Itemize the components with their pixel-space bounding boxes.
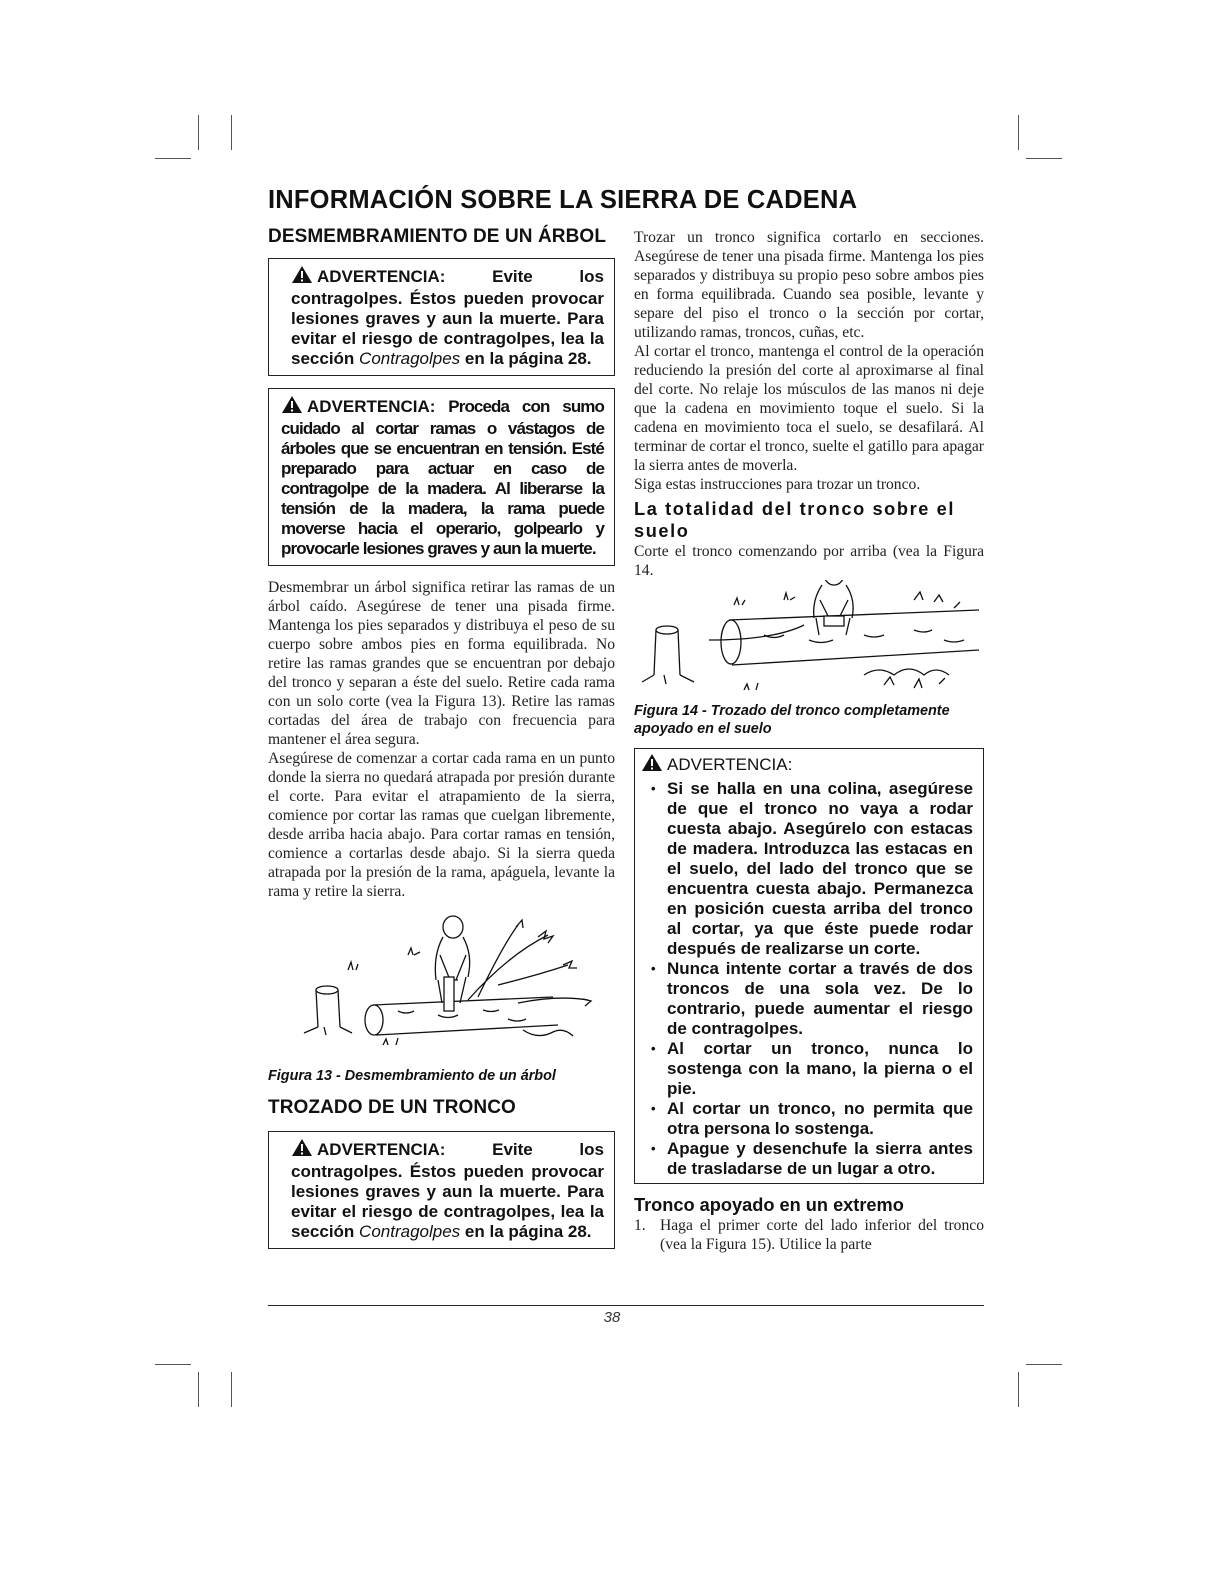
section-heading-trozado: TROZADO DE UN TRONCO <box>268 1097 516 1118</box>
subheading-totalidad: La totalidad del tronco sobre el suelo <box>634 499 956 541</box>
right-column <box>634 226 984 1254</box>
crop-mark <box>1018 1372 1019 1407</box>
crop-mark <box>155 158 191 159</box>
warning-link-contragolpes[interactable]: Contragolpes <box>359 1222 461 1241</box>
figure-14-illustration <box>634 580 984 700</box>
warning-link-contragolpes[interactable]: Contragolpes <box>359 349 461 368</box>
crop-mark <box>1026 1364 1062 1365</box>
warning-tail: en la página 28. <box>464 1222 592 1241</box>
paragraph-trozar: Trozar un tronco significa cortarlo en secciones. Asegúrese de tener una pisada firme. Mantenga los pies separados y distribuya su propio peso sobre ambos pies en forma equilibrada. Cuando sea posible, levante y separe del piso el tronco o la sección por cortar, utilizando ramas, troncos, cuñas, etc. <box>634 229 984 341</box>
paragraph-asegurese: Asegúrese de comenzar a cortar cada rama en un punto donde la sierra no quedará atrapada por presión durante el corte. Para evitar el atrapamiento de la sierra, comience por cortar las ramas que cuelgan libremente, desde arriba hacia abajo. Para cortar ramas en tensión, comience a cortarlas desde abajo. Si la sierra queda atrapada por la presión de la rama, apáguela, levante la rama y retire la sierra. <box>268 750 615 900</box>
crop-mark <box>1018 115 1019 150</box>
warning-list-item: • Apague y desenchufe la sierra antes de trasladarse de un lugar a otro. <box>641 1139 973 1179</box>
steps-list <box>634 1216 984 1254</box>
crop-mark <box>198 1372 199 1407</box>
crop-mark <box>155 1364 191 1365</box>
warning-list-item: • Al cortar un tronco, no permita que otra persona lo sostenga. <box>641 1099 973 1139</box>
warning-label: ADVERTENCIA: <box>307 397 436 416</box>
paragraph-al-cortar: Al cortar el tronco, mantenga el control de la operación reduciendo la presión del corte al aproximarse al final del corte. No relaje los músculos de las manos ni deje que la cadena en movimiento toque el suelo. Si la cadena en movimiento toca el suelo, se desafilará. Al terminar de cortar el tronco, suelte el gatillo para apagar la sierra antes de moverla. <box>634 343 984 474</box>
left-column <box>268 226 615 1249</box>
warning-triangle-icon <box>291 1138 313 1162</box>
figure-13-caption: Figura 13 - Desmembramiento de un árbol <box>268 1068 556 1084</box>
warning-label: ADVERTENCIA: <box>317 267 446 286</box>
step-text: Haga el primer corte del lado inferior del tronco (vea la Figura 15). Utilice la parte <box>660 1217 984 1253</box>
warning-label: ADVERTENCIA: <box>667 755 793 774</box>
warning-triangle-icon <box>641 753 663 777</box>
warning-triangle-icon <box>291 265 313 289</box>
warning-text: Evite los contragolpes. Éstos pueden provocar lesiones graves y aun la muerte. Para evitar el riesgo de contragolpes, lea la sección <box>291 1140 604 1241</box>
warning-list-item: • Si se halla en una colina, asegúrese de que el tronco no vaya a rodar cuesta abajo. Asegúrelo con estacas de madera. Introduzca las estacas en el suelo, del lado del tronco que se encuentra cuesta abajo. Permanezca en posición cuesta arriba del tronco al cortar, ya que éste puede rodar después de realizarse un corte. <box>641 779 973 959</box>
figure-13-illustration <box>268 915 615 1065</box>
crop-mark <box>231 115 232 150</box>
paragraph-siga: Siga estas instrucciones para trozar un tronco. <box>634 476 921 493</box>
page-number: 38 <box>603 1309 621 1326</box>
step-number: 1. <box>634 1217 646 1234</box>
warning-list-item: • Nunca intente cortar a través de dos troncos de una sola vez. De lo contrario, puede aumentar el riesgo de contragolpes. <box>641 959 973 1039</box>
step-item <box>634 1216 984 1254</box>
warning-text: Evite los contragolpes. Éstos pueden provocar lesiones graves y aun la muerte. Para evitar el riesgo de contragolpes, lea la sección <box>291 267 604 368</box>
crop-mark <box>1026 158 1062 159</box>
warning-label: ADVERTENCIA: <box>317 1140 446 1159</box>
warning-box-tension <box>268 388 615 566</box>
subheading-tronco-apoyado: Tronco apoyado en un extremo <box>634 1195 904 1215</box>
warning-triangle-icon <box>281 395 303 419</box>
figure-14-caption: Figura 14 - Trozado del tronco completamente apoyado en el suelo <box>634 703 950 737</box>
warning-tail: en la página 28. <box>464 349 592 368</box>
warning-list-item: • Al cortar un tronco, nunca lo sostenga con la mano, la pierna o el pie. <box>641 1039 973 1099</box>
crop-mark <box>198 115 199 150</box>
footer-rule <box>268 1305 984 1306</box>
warning-box-kickback <box>268 258 615 376</box>
paragraph-desmembrar: Desmembrar un árbol significa retirar las ramas de un árbol caído. Asegúrese de tener una pisada firme. Mantenga los pies separados y distribuya el peso de su cuerpo sobre ambos pies en forma equilibrada. No retire las ramas grandes que se encuentran por debajo del tronco y separan a éste del suelo. Retire cada rama con un solo corte (vea la Figura 13). Retire las ramas cortadas del área de trabajo con frecuencia para mantener el área segura. <box>268 579 615 748</box>
page-title: INFORMACIÓN SOBRE LA SIERRA DE CADENA <box>268 186 858 214</box>
warning-text: Proceda con sumo cuidado al cortar ramas o vástagos de árboles que se encuentran en tensión. Esté preparado para actuar en caso de contragolpe de la madera. Al liberarse la tensión de la madera, la rama puede moverse hacia el operario, golpearlo y provocarle lesiones graves y aun la muerte. <box>281 397 605 558</box>
warning-box-bucking <box>634 748 984 1184</box>
warning-list <box>641 779 973 1179</box>
warning-box-kickback-2 <box>268 1131 615 1249</box>
crop-mark <box>231 1372 232 1407</box>
paragraph-corte: Corte el tronco comenzando por arriba (vea la Figura 14. <box>634 543 984 579</box>
section-heading-desmembramiento: DESMEMBRAMIENTO DE UN ÁRBOL <box>268 226 607 247</box>
